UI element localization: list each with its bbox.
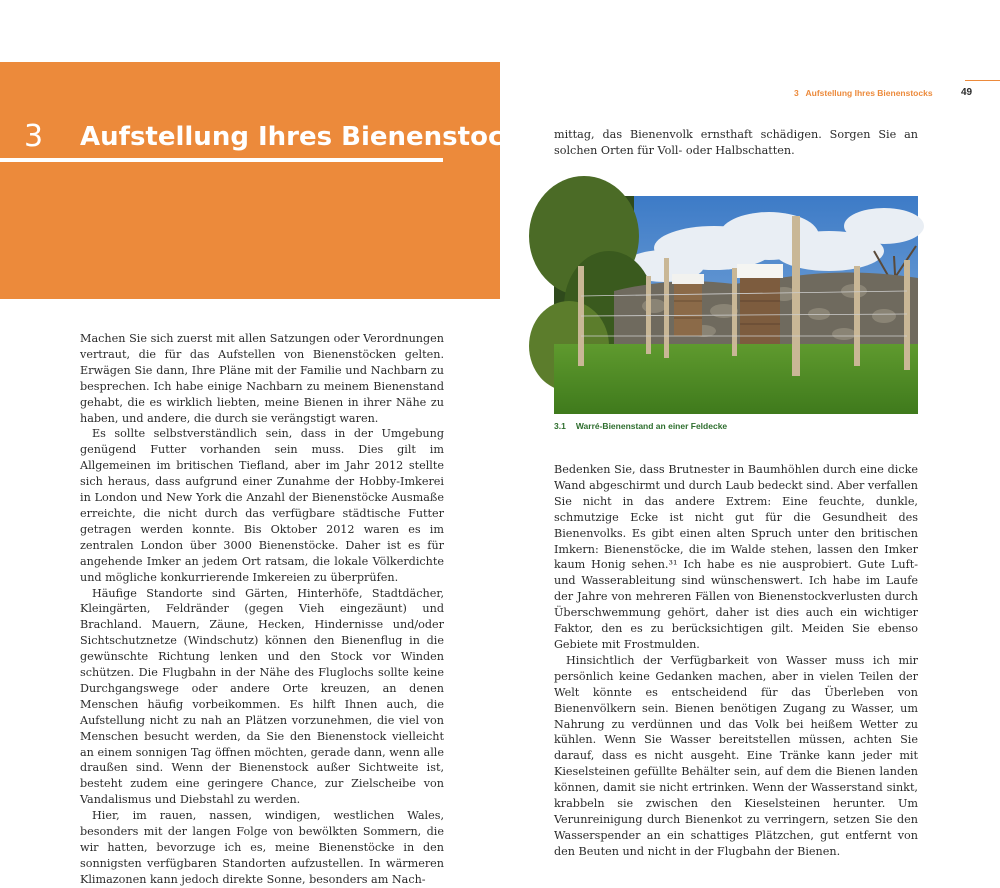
continuation-paragraph: mittag, das Bienenvolk ernsthaft schädigen. Sorgen Sie an solchen Orten für Voll- oder Halbschatten. (554, 128, 918, 157)
figure-number: 3.1 (554, 421, 566, 431)
right-column-text (554, 462, 918, 860)
chapter-title-rule (0, 158, 443, 162)
right-paragraph-1: Bedenken Sie, dass Brutnester in Baumhöhlen durch eine dicke Wand abgeschirmt und durch Laub bedeckt sind. Aber verfallen Sie nicht in das andere Extrem: Eine feuchte, dunkle, schmutzige Ecke ist nicht gut für die Gesundheit des Bienenvolks. Es gibt einen alten Spruch unter den britischen Imkern: Bienenstöcke, die im Walde stehen, lassen den Imker kaum Honig sehen.³¹ Ich habe es nie ausprobiert. Gute Luft- und Wasserableitung sind wünschenswert. Ich habe im Laufe der Jahre von mehreren Fällen von Bienenstockverlusten durch Überschwemmung gehört, daher ist dies auch ein wichtiger Faktor, den es zu berücksichtigen gilt. Meiden Sie ebenso Gebiete mit Frostmulden. (554, 463, 918, 651)
running-head: 3 Aufstellung Ihres Bienenstocks (794, 88, 933, 98)
left-paragraph-3: Häufige Standorte sind Gärten, Hinterhöfe, Stadtdächer, Kleingärten, Feldränder (gegen Vieh eingezäunt) und Brachland. Mauern, Zäune, Hecken, Hindernisse und/oder Sichtschutznetze (Windschutz) können den Bienenflug in die gewünschte Richtung lenken und den Stock vor Winden schützen. Die Flugbahn in der Nähe des Fluglochs sollte keine Durchgangswege oder andere Orte kreuzen, an denen Menschen häufig vorbeikommen. Es hilft Ihnen auch, die Aufstellung nicht zu nah an Plätzen vorzunehmen, die viel von Menschen besucht werden, da Sie den Bienenstock vielleicht an einem sonnigen Tag öffnen möchten, gerade dann, wenn alle draußen sind. Wenn der Bienenstock außer Sichtweite ist, besteht zudem eine geringere Chance, zur Zielscheibe von Vandalismus und Diebstahl zu werden. (80, 586, 444, 807)
left-paragraph-1: Machen Sie sich zuerst mit allen Satzungen oder Verordnungen vertraut, die für das Aufstellen von Bienenstöcken gelten. Erwägen Sie dann, Ihre Pläne mit der Familie und Nachbarn zu besprechen. Ich habe einige Nachbarn zu meinem Bienenstand gehabt, die es wirklich liebten, meine Bienen in ihrer Nähe zu haben, und andere, die durch sie verängstigt waren. (80, 332, 444, 425)
right-paragraph-2: Hinsichtlich der Verfügbarkeit von Wasser muss ich mir persönlich keine Gedanken machen, aber in vielen Teilen der Welt könnte es entscheidend für das Überleben von Bienenvölkern sein. Bienen benötigen Zugang zu Wasser, um Nahrung zu verdünnen und das Volk bei heißem Wetter zu kühlen. Wenn Sie Wasser bereitstellen müssen, achten Sie darauf, dass es nicht ausgeht. Eine Tränke kann jeder mit Kieselsteinen gefüllte Behälter sein, auf dem die Bienen landen können, damit sie nicht ertrinken. Wenn der Wasserstand sinkt, krabbeln sie zwischen den Kieselsteinen herunter. Um Verunreinigung durch Bienenkot zu verringern, setzen Sie den Wasserspender an ein schattiges Plätzchen, gut entfernt von den Beuten und nicht in der Flugbahn der Bienen. (554, 653, 918, 858)
figure-caption-text: Warré-Bienenstand an einer Feldecke (575, 421, 728, 431)
page-number: 49 (961, 87, 973, 98)
chapter-title: Aufstellung Ihres Bienenstocks (80, 122, 537, 152)
chapter-number: 3 (24, 119, 44, 154)
hive-right (737, 264, 783, 348)
left-column-text (80, 331, 444, 888)
right-column-continuation (554, 127, 918, 159)
figure-caption (554, 421, 727, 431)
chapter-banner (0, 62, 537, 299)
left-paragraph-2: Es sollte selbstverständlich sein, dass in der Umgebung genügend Futter vorhanden sein muss. Dies gilt im Allgemeinen im britischen Tiefland, aber im Jahr 2012 stellte sich heraus, dass aufgrund einer Zunahme der Hobby-Imkerei in London und New York die Anzahl der Bienenstöcke Ausmaße erreichte, die nicht durch das verfügbare städtische Futter getragen werden konnte. Bis Oktober 2012 waren es im zentralen London über 3000 Bienenstöcke. Daher ist es für angehende Imker an jedem Ort ratsam, die lokale Völkerdichte und mögliche konkurrierende Imkereien zu überprüfen. (80, 427, 444, 584)
figure-photo-apiary (554, 196, 918, 414)
header-rule (965, 80, 1000, 81)
apiary-illustration (554, 196, 918, 414)
left-paragraph-4: Hier, im rauen, nassen, windigen, westlichen Wales, besonders mit der langen Folge von bewölkten Sommern, die wir hatten, bevorzuge ich es, meine Bienenstöcke in den sonnigsten verfügbaren Standorten aufzustellen. In wärmeren Klimazonen kann jedoch direkte Sonne, besonders am Nach- (80, 809, 444, 886)
hive-left (672, 274, 704, 336)
